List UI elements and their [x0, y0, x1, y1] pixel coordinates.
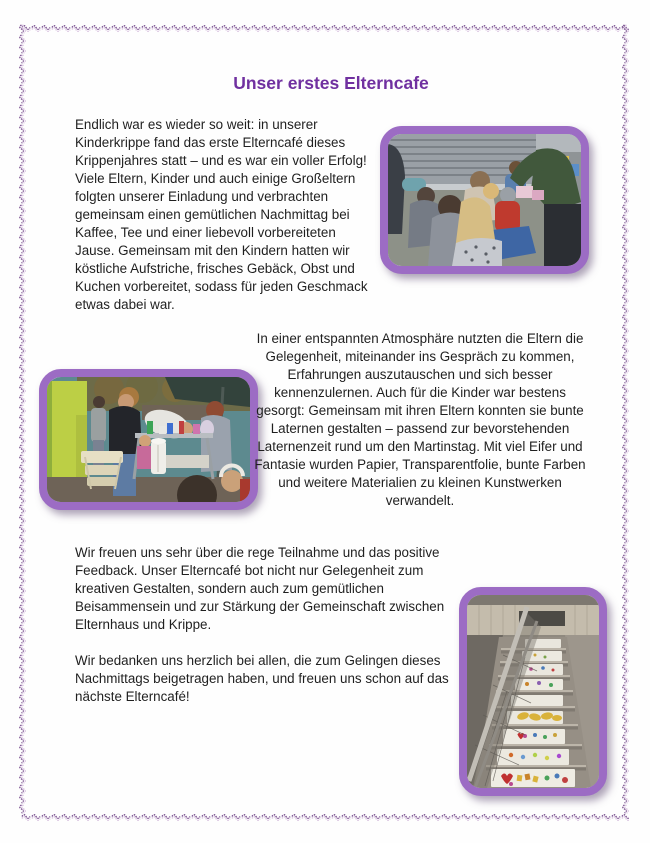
closing-section — [75, 544, 590, 800]
page-border-right — [621, 24, 630, 814]
page-border-left — [18, 24, 27, 814]
paragraph-feedback: Wir freuen uns sehr über die rege Teilnahme und das positive Feedback. Unser Elterncafé bot nicht nur Gelegenheit zum kreativen Gestalten, sondern auch zum gemütlichen Beisammensein und zur Stärkung der Gemeinschaft zwischen Elternhaus und Krippe. — [75, 545, 445, 632]
page-border-bottom — [21, 813, 629, 822]
atmosphere-section — [253, 330, 587, 510]
paragraph-intro: Endlich war es wieder so weit: in unserer Kinderkrippe fand das erste Elterncafé dieses Krippenjahres statt – und es war ein voller Erfolg! Viele Eltern, Kinder und auch einige Großeltern folgten unserer Einladung und verbrachten gemeinsam einen gemütlichen Nachmittag bei Kaffee, Tee und einer liebevoll vorbereiteten Jause. Gemeinsam mit den Kindern hatten wir köstliche Aufstriche, frisches Gebäck, Obst und Kuchen vorbereitet, sodass für jeden Geschmack etwas dabei war. — [75, 117, 368, 312]
text-wrap-spacer-photo3 — [458, 584, 590, 800]
page-title: Unser erstes Elterncafe — [233, 73, 429, 93]
text-wrap-spacer-photo1 — [374, 116, 587, 297]
document-body — [75, 72, 587, 802]
page-border-top — [21, 24, 629, 33]
paragraph-thanks: Wir bedanken uns herzlich bei allen, die zum Gelingen dieses Nachmittags beigetragen haben, und freuen uns schon auf das nächste Elterncafé! — [75, 653, 449, 704]
paragraph-atmosphere: In einer entspannten Atmosphäre nutzten die Eltern die Gelegenheit, miteinander ins Gespräch zu kommen, Erfahrungen auszutauschen und sich besser kennenzulernen. Auch für die Kinder war bestens gesorgt: Gemeinsam mit ihren Eltern konnten sie bunte Laternen gestalten – passend zur bevorstehenden Laternenzeit rund um den Martinstag. Mit viel Eifer und Fantasie wurden Papier, Transparentfolie, bunte Farben und weitere Materialien zu kleinen Kunstwerken verwandelt. — [254, 331, 586, 508]
intro-section — [75, 116, 587, 314]
